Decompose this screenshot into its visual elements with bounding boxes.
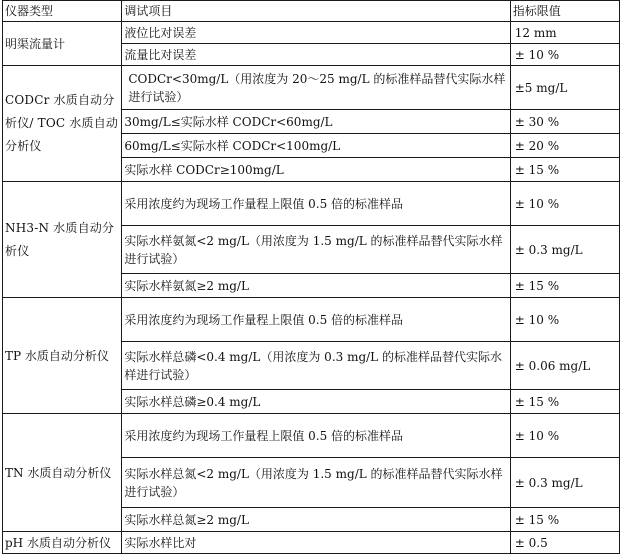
header-item: 调试项目	[122, 1, 510, 22]
limit-cell: ± 20 %	[510, 134, 619, 158]
table-row	[3, 414, 620, 458]
limit-cell: ± 15 %	[510, 158, 619, 182]
test-item-cell: 采用浓度约为现场工作量程上限值 0.5 倍的标准样品	[122, 414, 510, 458]
limit-cell: ± 15 %	[510, 508, 619, 532]
header-type: 仪器类型	[3, 1, 122, 22]
limit-cell: ±5 mg/L	[510, 66, 619, 110]
limit-cell: ± 0.3 mg/L	[510, 226, 619, 274]
table-row	[3, 532, 620, 554]
limit-cell: ± 30 %	[510, 110, 619, 134]
test-item-cell: 液位比对误差	[122, 22, 510, 44]
limit-cell: ± 10 %	[510, 414, 619, 458]
instrument-type-cell: TN 水质自动分析仪	[3, 414, 122, 532]
test-item-cell: 实际水样 CODCr≥100mg/L	[122, 158, 510, 182]
table-row	[3, 182, 620, 226]
test-item-cell: 实际水样比对	[122, 532, 510, 554]
limit-cell: ± 15 %	[510, 390, 619, 414]
test-item-cell: 30mg/L≤实际水样 CODCr<60mg/L	[122, 110, 510, 134]
test-item-cell: 实际水样氨氮<2 mg/L（用浓度为 1.5 mg/L 的标准样品替代实际水样进行试验）	[122, 226, 510, 274]
test-item-cell: 实际水样总氮≥2 mg/L	[122, 508, 510, 532]
instrument-type-cell: 明渠流量计	[3, 22, 122, 66]
test-item-cell: 60mg/L≤实际水样 CODCr<100mg/L	[122, 134, 510, 158]
test-item-cell: CODCr<30mg/L（用浓度为 20～25 mg/L 的标准样品替代实际水样进行试验）	[122, 66, 510, 110]
header-row	[3, 1, 620, 22]
table-row	[3, 298, 620, 342]
limit-cell: ± 0.06 mg/L	[510, 342, 619, 390]
limit-cell: ± 15 %	[510, 274, 619, 298]
table-row	[3, 66, 620, 110]
limit-cell: 12 mm	[510, 22, 619, 44]
limit-cell: ± 0.3 mg/L	[510, 458, 619, 508]
test-item-cell: 流量比对误差	[122, 44, 510, 66]
limit-cell: ± 10 %	[510, 182, 619, 226]
test-item-cell: 实际水样总磷≥0.4 mg/L	[122, 390, 510, 414]
test-item-cell: 实际水样总磷<0.4 mg/L（用浓度为 0.3 mg/L 的标准样品替代实际水样进行试验）	[122, 342, 510, 390]
test-item-cell: 采用浓度约为现场工作量程上限值 0.5 倍的标准样品	[122, 298, 510, 342]
instrument-type-cell: pH 水质自动分析仪	[3, 532, 122, 554]
spec-table	[2, 0, 620, 554]
test-item-cell: 实际水样氨氮≥2 mg/L	[122, 274, 510, 298]
test-item-cell: 采用浓度约为现场工作量程上限值 0.5 倍的标准样品	[122, 182, 510, 226]
limit-cell: ± 0.5	[510, 532, 619, 554]
instrument-type-cell: NH3-N 水质自动分析仪	[3, 182, 122, 298]
instrument-type-cell: CODCr 水质自动分析仪/ TOC 水质自动分析仪	[3, 66, 122, 182]
header-limit: 指标限值	[510, 1, 619, 22]
table-row	[3, 22, 620, 44]
test-item-cell: 实际水样总氮<2 mg/L（用浓度为 1.5 mg/L 的标准样品替代实际水样进行试验）	[122, 458, 510, 508]
instrument-type-cell: TP 水质自动分析仪	[3, 298, 122, 414]
limit-cell: ± 10 %	[510, 44, 619, 66]
limit-cell: ± 10 %	[510, 298, 619, 342]
